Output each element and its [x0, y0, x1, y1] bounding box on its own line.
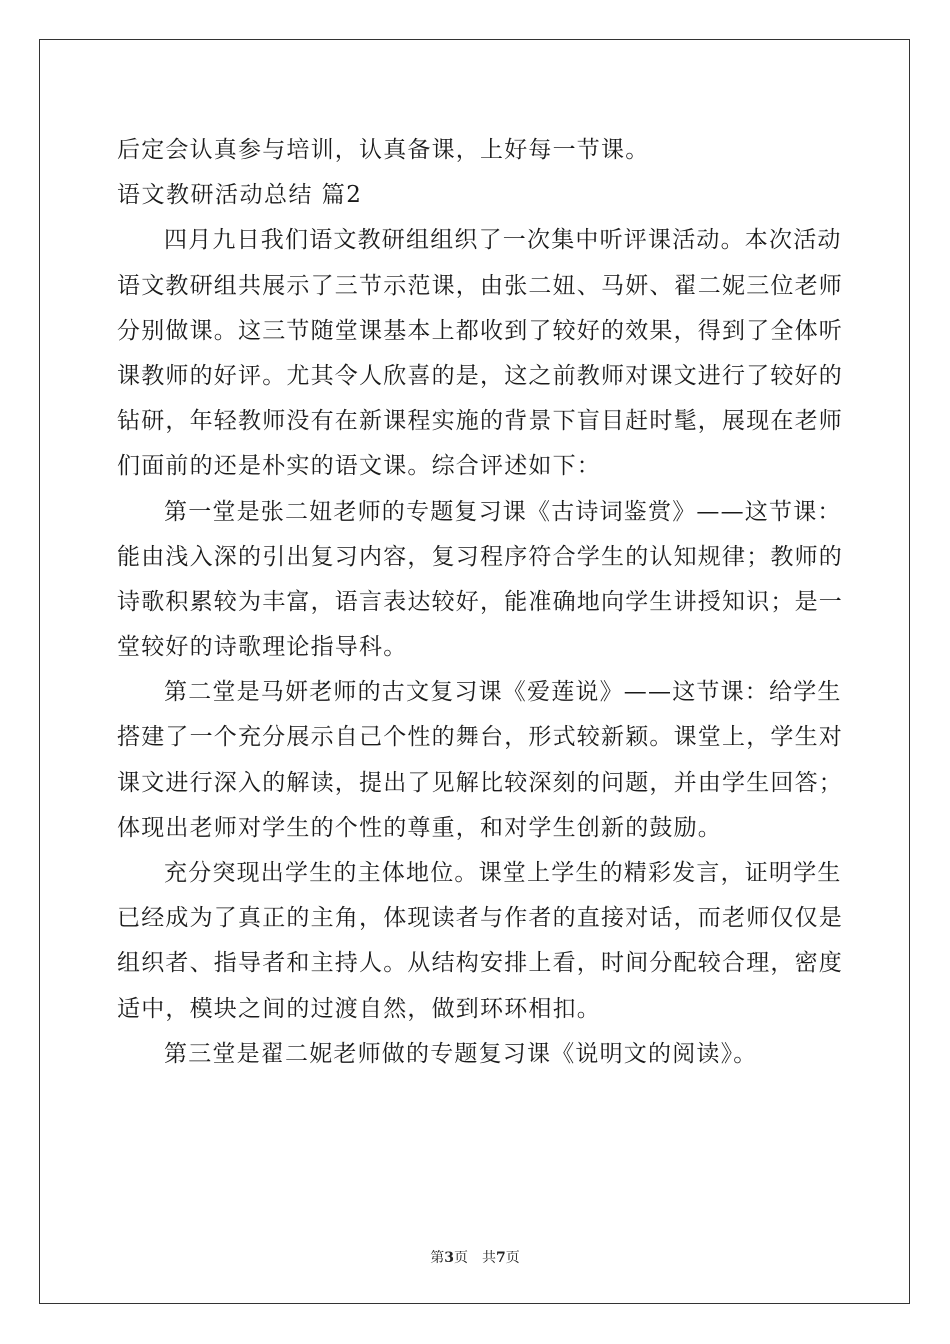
paragraph-4-line: 已经成为了真正的主角，体现读者与作者的直接对话，而老师仅仅是 — [117, 905, 843, 932]
paragraph-1-line: 们面前的还是朴实的语文课。综合评述如下： — [117, 453, 601, 480]
paragraph-2-line: 堂较好的诗歌理论指导科。 — [117, 634, 408, 661]
paragraph-4-line: 充分突现出学生的主体地位。课堂上学生的精彩发言，证明学生 — [164, 860, 842, 886]
paragraph-5-line: 第三堂是翟二妮老师做的专题复习课《说明文的阅读》。 — [164, 1040, 758, 1067]
paragraph-1-line: 四月九日我们语文教研组组织了一次集中听评课活动。本次活动 — [164, 227, 842, 254]
paragraph-2-line: 能由浅入深的引出复习内容，复习程序符合学生的认知规律；教师的 — [117, 543, 843, 570]
paragraph-4-line: 组织者、指导者和主持人。从结构安排上看，时间分配较合理，密度 — [117, 950, 843, 977]
section-heading: 语文教研活动总结 篇2 — [117, 182, 363, 209]
total-unit: 页 — [505, 1250, 520, 1266]
page-current: 3 — [444, 1250, 454, 1266]
page-footer — [0, 1247, 950, 1267]
page-prefix: 第 — [430, 1250, 445, 1266]
paragraph-1-line: 语文教研组共展示了三节示范课，由张二妞、马妍、翟二妮三位老师 — [117, 272, 843, 299]
paragraph-3-line: 第二堂是马妍老师的古文复习课《爱莲说》——这节课：给学生 — [164, 679, 842, 706]
document-body — [117, 128, 843, 1077]
page-unit: 页 — [454, 1250, 468, 1266]
paragraph-2-line: 诗歌积累较为丰富，语言表达较好，能准确地向学生讲授知识；是一 — [117, 588, 843, 615]
paragraph-2-line: 第一堂是张二妞老师的专题复习课《古诗词鉴赏》——这节课： — [164, 498, 842, 525]
paragraph-3-line: 搭建了一个充分展示自己个性的舞台，形式较新颖。课堂上，学生对 — [117, 724, 843, 751]
paragraph-1-line: 课教师的好评。尤其令人欣喜的是，这之前教师对课文进行了较好的 — [117, 362, 843, 389]
paragraph-4-line: 适中，模块之间的过渡自然，做到环环相扣。 — [117, 995, 601, 1022]
page-total: 7 — [496, 1250, 506, 1266]
paragraph-1-line: 钻研，年轻教师没有在新课程实施的背景下盲目赶时髦，展现在老师 — [117, 408, 843, 435]
paragraph-1-line: 分别做课。这三节随堂课基本上都收到了较好的效果，得到了全体听 — [117, 317, 843, 344]
paragraph-3-line: 课文进行深入的解读，提出了见解比较深刻的问题，并由学生回答； — [117, 769, 843, 796]
text-line: 后定会认真参与培训，认真备课，上好每一节课。 — [117, 137, 650, 163]
paragraph-3-line: 体现出老师对学生的个性的尊重，和对学生创新的鼓励。 — [117, 814, 722, 841]
total-prefix: 共 — [482, 1250, 496, 1266]
